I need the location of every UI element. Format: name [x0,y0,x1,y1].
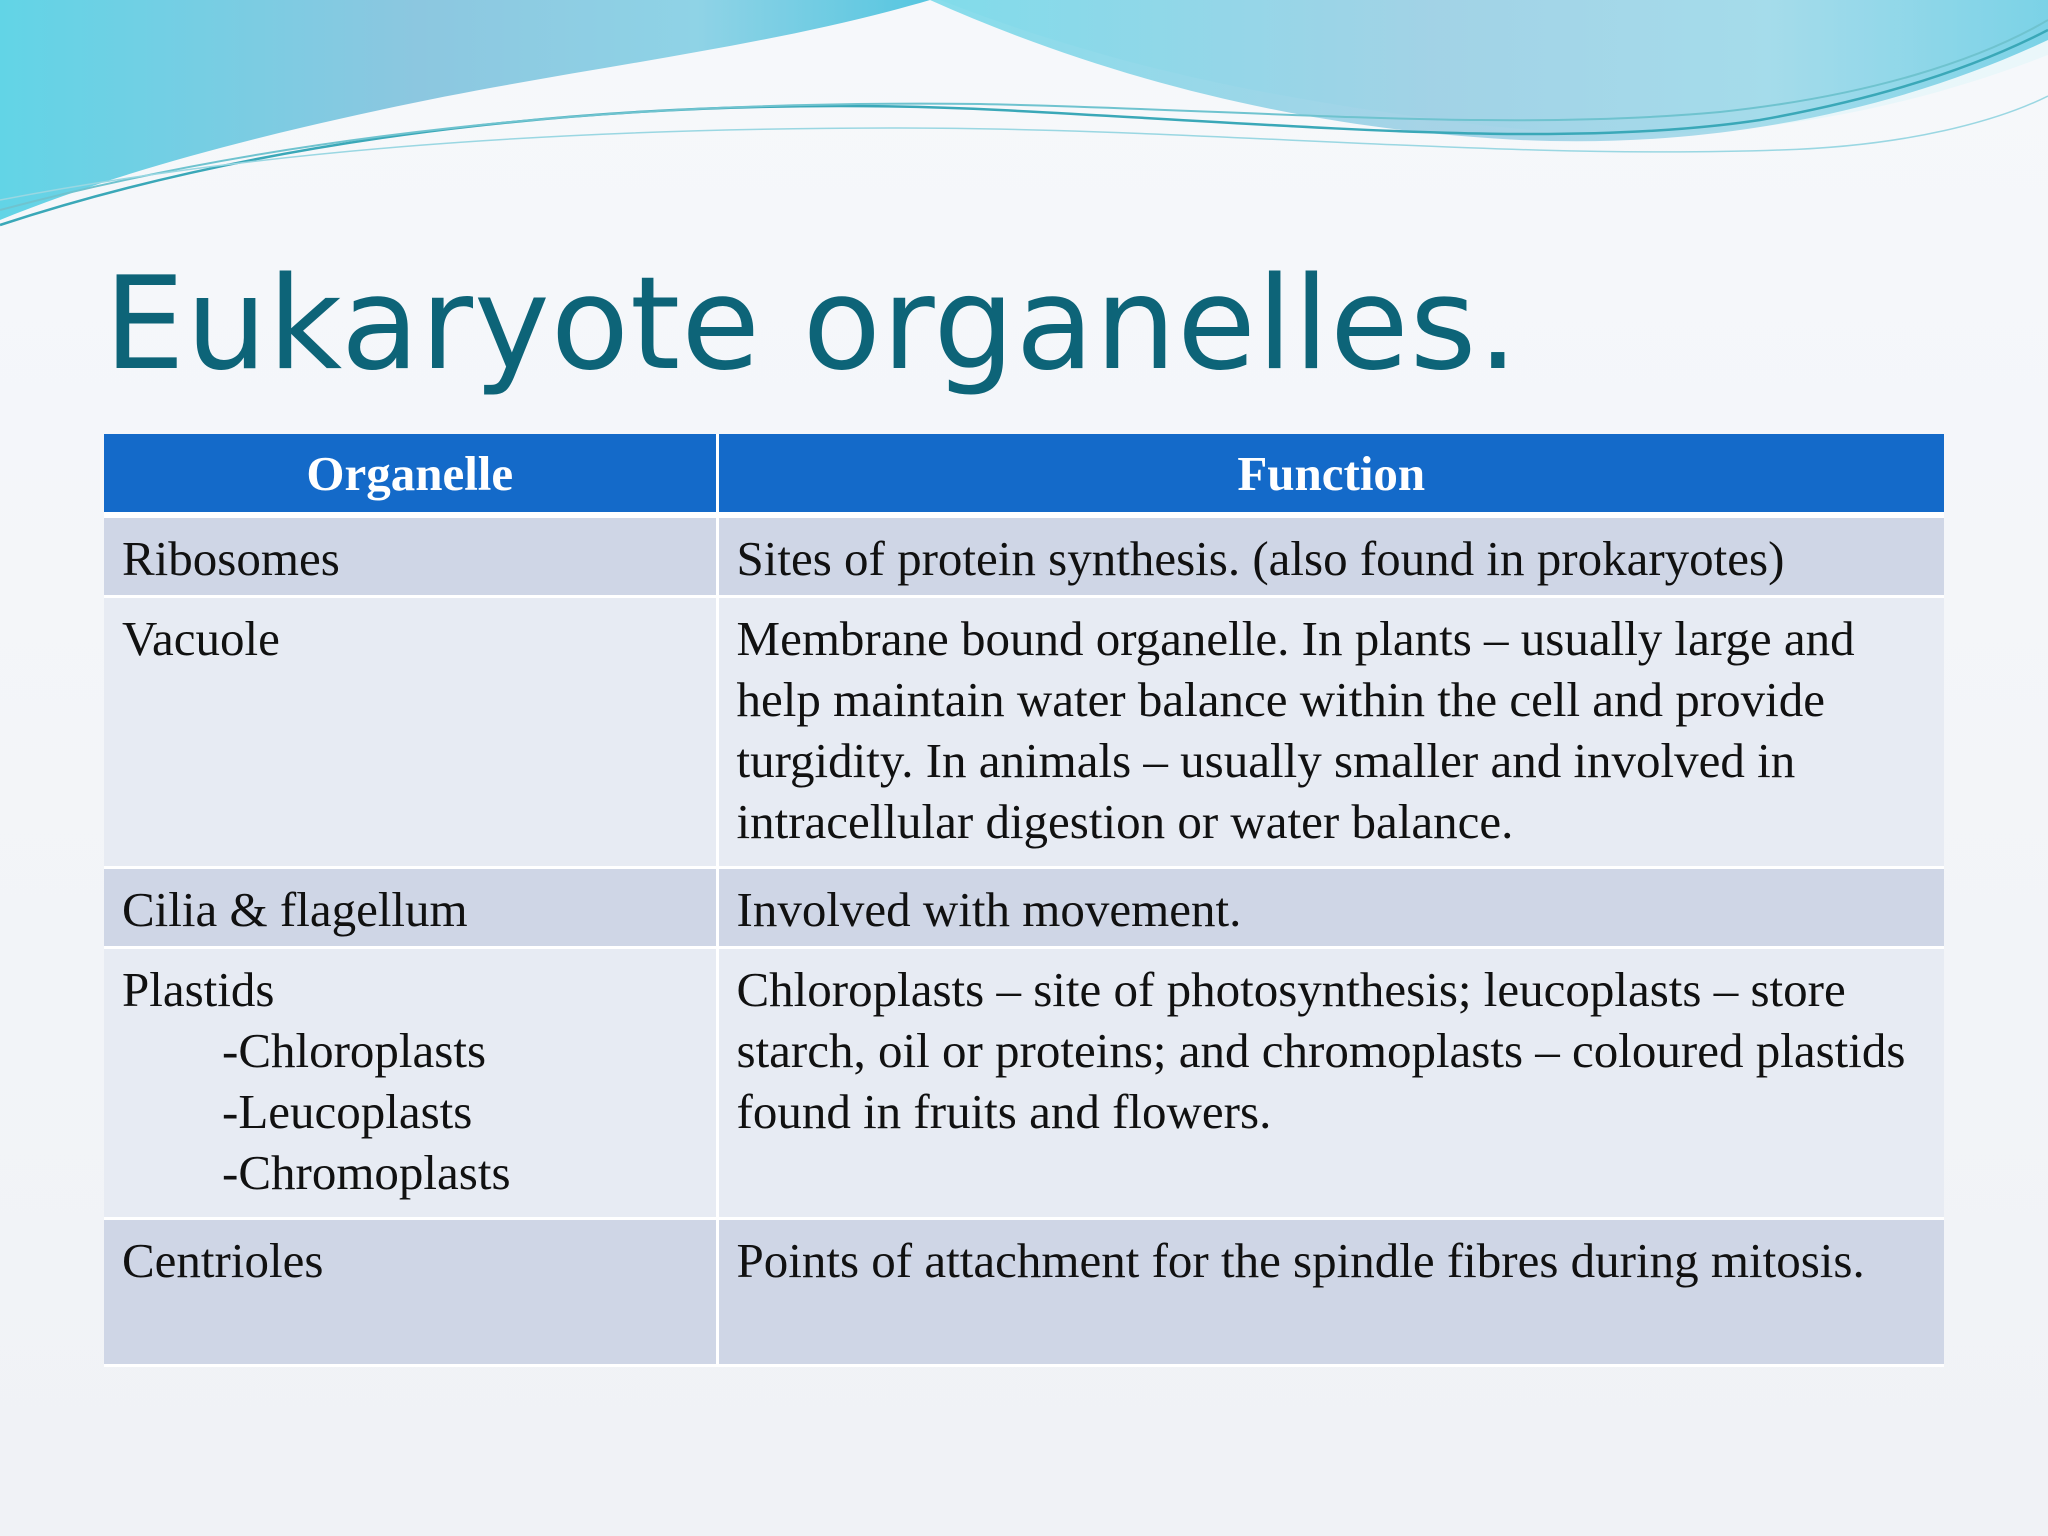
function-cell: Points of attachment for the spindle fibres during mitosis. [717,1219,1944,1366]
sub-item-chloroplasts: -Chloroplasts [222,1023,487,1078]
sub-item-chromoplasts: -Chromoplasts [222,1145,511,1200]
table-row [104,868,1944,948]
table-row [104,948,1944,1219]
table-row [104,597,1944,868]
table-row [104,515,1944,597]
decorative-wave-banner [0,0,2048,240]
table-row [104,1219,1944,1366]
function-cell: Involved with movement. [717,868,1944,948]
organelle-label: Plastids [122,962,275,1017]
organelle-cell [104,948,717,1219]
table-header-row [104,434,1944,515]
organelle-cell: Ribosomes [104,515,717,597]
function-cell: Chloroplasts – site of photosynthesis; leucoplasts – store starch, oil or proteins; and chromoplasts – coloured plastids found in fruits and flowers. [717,948,1944,1219]
slide-title: Eukaryote organelles. [104,250,1520,399]
organelle-table [104,434,1944,1367]
organelle-cell: Cilia & flagellum [104,868,717,948]
header-function: Function [717,434,1944,515]
organelle-cell: Centrioles [104,1219,717,1366]
header-organelle: Organelle [104,434,717,515]
sub-item-leucoplasts: -Leucoplasts [222,1084,473,1139]
organelle-cell: Vacuole [104,597,717,868]
function-cell: Sites of protein synthesis. (also found in prokaryotes) [717,515,1944,597]
function-cell: Membrane bound organelle. In plants – usually large and help maintain water balance within the cell and provide turgidity. In animals – usually smaller and involved in intracellular digestion or water balance. [717,597,1944,868]
